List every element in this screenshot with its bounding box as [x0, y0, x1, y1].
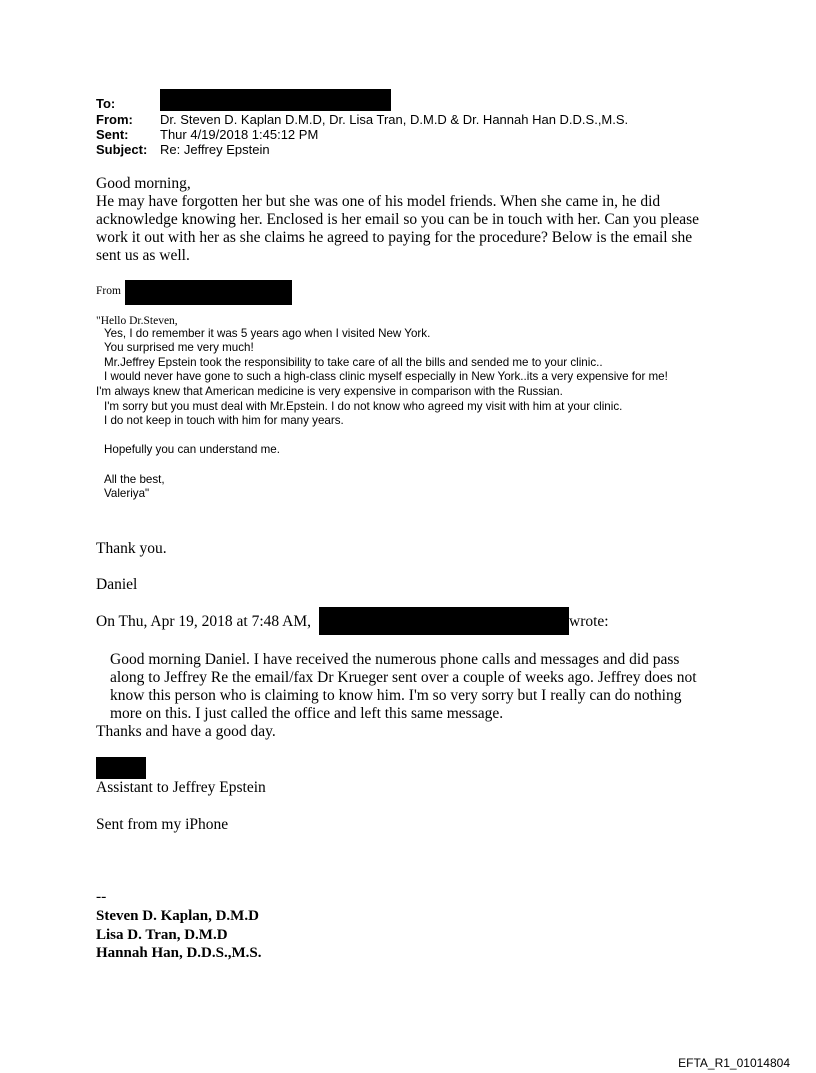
quoted-line: I'm always knew that American medicine is very expensive in comparison with the Russian.: [96, 385, 563, 398]
sent-value: Thur 4/19/2018 1:45:12 PM: [160, 127, 319, 142]
quoted-line: Yes, I do remember it was 5 years ago when I visited New York.: [104, 327, 431, 340]
reply-thanks-line: Thanks and have a good day.: [96, 723, 276, 740]
signature-line: Steven D. Kaplan, D.M.D: [96, 908, 259, 924]
reply-attribution: On Thu, Apr 19, 2018 at 7:48 AM,: [96, 613, 311, 630]
sent-label: Sent:: [96, 127, 129, 142]
redacted-to-recipient: [160, 89, 391, 111]
to-label: To:: [96, 96, 116, 111]
redacted-reply-sender: [319, 607, 569, 635]
quoted-line: Mr.Jeffrey Epstein took the responsibility to take care of all the bills and sended me to your clinic..: [104, 356, 603, 369]
signature-separator: --: [96, 888, 107, 905]
quoted-line: You surprised me very much!: [104, 341, 254, 354]
closing-name: Daniel: [96, 576, 138, 593]
quoted-line: Hopefully you can understand me.: [104, 443, 280, 456]
closing-thanks: Thank you.: [96, 540, 167, 557]
message-line: work it out with her as she claims he agreed to paying for the procedure? Below is the email she: [96, 229, 693, 246]
assistant-line: Assistant to Jeffrey Epstein: [96, 779, 266, 796]
message-line: sent us as well.: [96, 247, 190, 264]
quoted-line: I do not keep in touch with him for many years.: [104, 414, 344, 427]
reply-wrote: wrote:: [569, 613, 609, 630]
quoted-line: Valeriya": [104, 487, 150, 500]
quoted-line: All the best,: [104, 473, 165, 486]
subject-label: Subject:: [96, 142, 148, 157]
signature-line: Hannah Han, D.D.S.,M.S.: [96, 945, 262, 961]
sent-from-iphone: Sent from my iPhone: [96, 816, 229, 833]
redacted-forwarded-sender: [125, 280, 292, 305]
message-line: He may have forgotten her but she was one of his model friends. When she came in, he did: [96, 193, 661, 210]
quoted-line: I'm sorry but you must deal with Mr.Epstein. I do not know who agreed my visit with him at your clinic.: [104, 400, 623, 413]
forwarded-from-label: From: [96, 285, 121, 297]
message-greeting: Good morning,: [96, 175, 191, 192]
from-value: Dr. Steven D. Kaplan D.M.D, Dr. Lisa Tran, D.M.D & Dr. Hannah Han D.D.S.,M.S.: [160, 112, 629, 127]
document-id: EFTA_R1_01014804: [678, 1056, 790, 1070]
redacted-assistant-name: [96, 757, 146, 779]
reply-line: Good morning Daniel. I have received the numerous phone calls and messages and did pass: [110, 651, 680, 668]
quoted-line: "Hello Dr.Steven,: [96, 315, 178, 327]
signature-line: Lisa D. Tran, D.M.D: [96, 927, 228, 943]
message-line: acknowledge knowing her. Enclosed is her email so you can be in touch with her. Can you please: [96, 211, 700, 228]
reply-line: know this person who is claiming to know him. I'm so very sorry but I really can do nothing: [110, 687, 682, 704]
reply-line: along to Jeffrey Re the email/fax Dr Krueger sent over a couple of weeks ago. Jeffrey does not: [110, 669, 697, 686]
quoted-line: I would never have gone to such a high-class clinic myself especially in New York..its a very expensive for me!: [104, 370, 668, 383]
subject-value: Re: Jeffrey Epstein: [160, 142, 270, 157]
reply-line: more on this. I just called the office and left this same message.: [110, 705, 504, 722]
from-label: From:: [96, 112, 133, 127]
